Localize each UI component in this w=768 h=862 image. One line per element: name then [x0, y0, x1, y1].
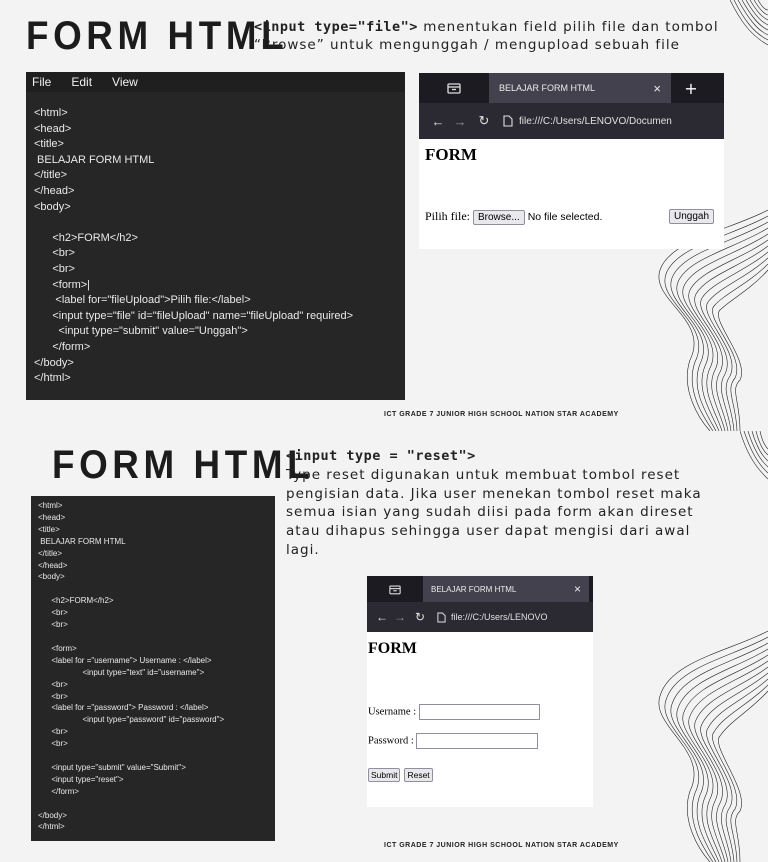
- slide-reset-input: [0, 431, 768, 862]
- tab-title: BELAJAR FORM HTML: [431, 584, 517, 594]
- page-heading: FORM: [425, 145, 477, 164]
- description-code: <input type="file">: [254, 19, 418, 35]
- description-code: <input type = "reset">: [286, 448, 476, 464]
- file-label: Pilih file:: [425, 209, 470, 223]
- browser-tab[interactable]: [489, 73, 671, 103]
- wave-decoration-top-right: [730, 0, 768, 70]
- browser-content: [367, 632, 593, 807]
- page-heading: FORM: [368, 640, 417, 657]
- menu-edit[interactable]: Edit: [71, 75, 93, 89]
- username-label: Username :: [368, 706, 417, 718]
- browse-button[interactable]: Browse...: [473, 210, 525, 225]
- slide-title: FORM HTML: [26, 14, 289, 58]
- address-bar[interactable]: file:///C:/Users/LENOVO/Documen: [519, 115, 672, 127]
- slide-description: [254, 18, 734, 54]
- tab-list-icon[interactable]: [367, 576, 423, 602]
- browser-content: [419, 139, 724, 249]
- wave-decoration-top-right: [740, 431, 768, 501]
- description-text-line-1: menentukan field pilih file dan tombol: [417, 19, 719, 35]
- page-icon: [497, 115, 519, 127]
- password-row: [368, 733, 538, 749]
- browser-tabbar: [367, 576, 593, 602]
- password-label: Password :: [368, 735, 414, 747]
- code-editor: [26, 72, 405, 400]
- browser-window: [367, 576, 593, 807]
- forward-arrow-icon[interactable]: →: [453, 113, 467, 129]
- close-icon[interactable]: ×: [573, 582, 581, 596]
- description-line-2: pengisian data. Jika user menekan tombol reset maka: [286, 485, 702, 502]
- upload-submit-button[interactable]: Unggah: [669, 209, 714, 224]
- tab-title: BELAJAR FORM HTML: [499, 83, 596, 93]
- close-icon[interactable]: ×: [653, 80, 661, 96]
- menu-view[interactable]: View: [112, 75, 138, 89]
- browser-tabbar: [419, 73, 724, 103]
- submit-button[interactable]: Submit: [368, 768, 400, 782]
- footer-text: ICT GRADE 7 JUNIOR HIGH SCHOOL NATION STAR ACADEMY: [384, 842, 619, 849]
- footer-text: ICT GRADE 7 JUNIOR HIGH SCHOOL NATION STAR ACADEMY: [384, 411, 619, 418]
- reset-button[interactable]: Reset: [404, 768, 432, 782]
- username-row: [368, 704, 540, 720]
- file-form: [425, 209, 602, 225]
- browser-tab[interactable]: [423, 576, 589, 602]
- description-line-3: semua isian yang sudah diisi pada form akan direset: [286, 504, 694, 521]
- page-icon: [431, 612, 451, 623]
- wave-decoration-right: [650, 601, 768, 862]
- back-arrow-icon[interactable]: ←: [431, 113, 445, 129]
- editor-menubar: [26, 72, 405, 92]
- browser-navbar: [419, 103, 724, 139]
- menu-file[interactable]: File: [32, 75, 52, 89]
- code-editor: [31, 496, 275, 841]
- forward-arrow-icon[interactable]: →: [394, 610, 406, 624]
- back-arrow-icon[interactable]: ←: [376, 610, 388, 624]
- button-row: [368, 765, 433, 783]
- reload-icon[interactable]: ↻: [414, 610, 426, 624]
- slide-description: [286, 447, 726, 560]
- browser-window: [419, 73, 724, 249]
- file-status: No file selected.: [527, 211, 603, 223]
- description-line-5: lagi.: [286, 541, 320, 558]
- slide-title: FORM HTML: [52, 443, 315, 487]
- editor-code[interactable]: <html> <head> <title> BELAJAR FORM HTML </title> </head> <body> <h2>FORM</h2> <br> <br> <form>| <label for="fileUpload">Pilih file:</label> <input type="file" id="fileUpload" name="fileUpload" required> <input type="submit" value="Unggah"> </form> </body> </html>: [34, 107, 354, 385]
- password-input[interactable]: [416, 733, 538, 749]
- address-bar[interactable]: file:///C:/Users/LENOVO: [451, 612, 548, 622]
- tab-list-icon[interactable]: [419, 73, 489, 103]
- username-input[interactable]: [419, 704, 540, 720]
- browser-navbar: [367, 602, 593, 632]
- reload-icon[interactable]: ↻: [478, 113, 490, 128]
- description-line-4: atau dihapus sehingga user dapat mengisi dari awal: [286, 523, 691, 540]
- description-line-1: Type reset digunakan untuk membuat tombol reset: [286, 466, 681, 483]
- description-text-line-2: “Browse” untuk mengunggah / mengupload sebuah file: [254, 37, 680, 53]
- editor-code[interactable]: <html> <head> <title> BELAJAR FORM HTML </title> </head> <body> <h2>FORM</h2> <br> <br> <form> <label for ="username"> Username : </label> <input type="text" id="username"> <br> <br> <label for ="password"> Password : </label> <input type="password" id="password"> <br> <br> <input type="submit" value="Submit"> <input type="reset"> </form> </body> </html>: [38, 501, 225, 832]
- plus-icon[interactable]: +: [684, 78, 698, 98]
